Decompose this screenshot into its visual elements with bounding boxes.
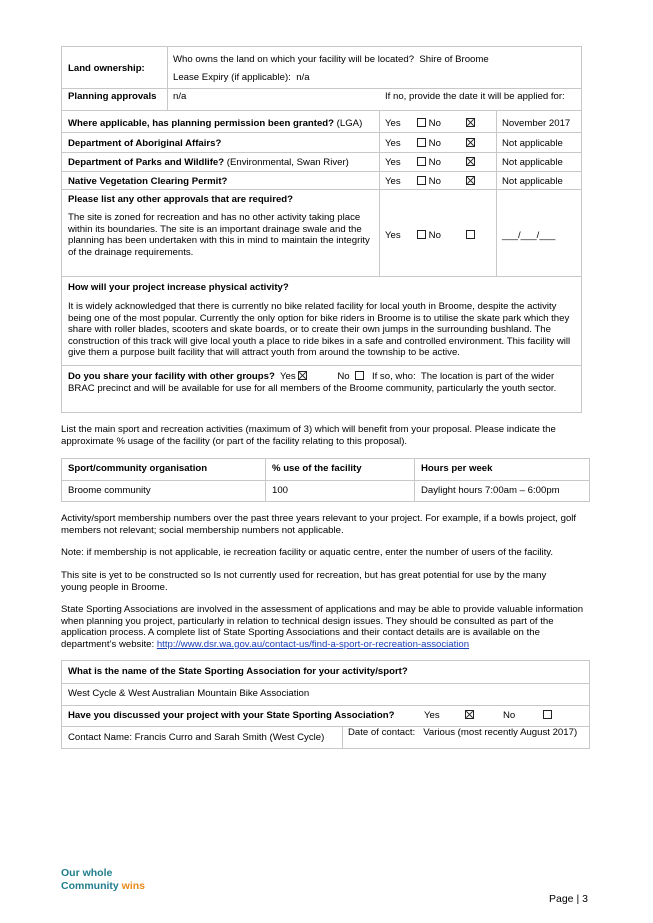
ssa-date-value: Various (most recently August 2017) (423, 727, 578, 738)
approval-question-aboriginal (68, 138, 221, 150)
ssa-date-of-contact (348, 727, 584, 739)
other-no-option[interactable] (417, 230, 441, 242)
other-date-blank: ___/___/___ (502, 230, 556, 241)
footer-wins: wins (121, 880, 146, 892)
approval-date: Not applicable (502, 138, 563, 149)
approval-q-bold: Where applicable, has planning permission been granted? (68, 118, 335, 129)
site-paragraph: This site is yet to be constructed so Is not currently used for recreation, but has great potential for use by the many young people in Broome. (61, 570, 547, 593)
checkbox-icon[interactable] (417, 157, 426, 166)
approval-q-extra: (Environmental, Swan River) (224, 157, 349, 168)
ssa-paragraph (61, 604, 589, 650)
footer-community: Community (61, 880, 122, 892)
ssa-discussed-question: Have you discussed your project with your State Sporting Association? (68, 710, 395, 721)
ssa-yes: Yes (424, 710, 440, 721)
checkbox-icon[interactable] (417, 230, 426, 239)
lease-expiry-q: Lease Expiry (if applicable): (173, 72, 291, 83)
approval-no-option[interactable] (417, 138, 441, 150)
checkbox-icon[interactable] (543, 710, 552, 719)
activities-intro: List the main sport and recreation activities (maximum of 3) which will benefit from your proposal. Please indicate the approximate % usage of the facility (or part of the facility relating to this proposal). (61, 424, 556, 447)
ssa-no-box[interactable] (543, 710, 552, 722)
approval-no-option[interactable] (417, 176, 441, 188)
share-question: Do you share your facility with other groups? (68, 371, 275, 382)
other-empty-box[interactable] (466, 230, 475, 242)
usage-header-org: Sport/community organisation (68, 463, 208, 474)
share-yes: Yes (280, 371, 296, 382)
approval-q-bold: Department of Aboriginal Affairs? (68, 138, 222, 149)
approval-question-planning (68, 118, 362, 130)
approval-date: Not applicable (502, 176, 563, 187)
checkbox-icon[interactable] (417, 118, 426, 127)
usage-cell-percent: 100 (272, 485, 289, 496)
ssa-yes-box[interactable] (465, 710, 474, 722)
activity-text: It is widely acknowledged that there is currently no bike related facility for local youth in Broome, despite the activity being one of the most popular. Currently the only option for bike riders in Broome is to utilise the skate park which they share with roller blades, scooters and skate boards, or to create their own jumps in the surrounding bushland. The construction of this track will give local youth a place to ride bikes in a safe and controlled environment. This facility will give them a purpose built facility that will attract youth from around the township to be active. (68, 301, 571, 358)
usage-header-hours: Hours per week (421, 463, 493, 474)
checked-box-icon[interactable] (466, 118, 475, 127)
usage-cell-org: Broome community (68, 485, 151, 496)
planning-approvals-label: Planning approvals (68, 91, 157, 102)
land-owner-answer: Shire of Broome (419, 54, 489, 65)
approval-date: November 2017 (502, 118, 571, 129)
approval-yes: Yes (385, 138, 401, 149)
approval-checked-box[interactable] (466, 118, 475, 130)
checked-box-icon[interactable] (466, 157, 475, 166)
ssa-paragraph-text: State Sporting Associations are involved in the assessment of applications and may be able to provide valuable information when planning you project, particularly in relation to technical design issues. They should be consulted as part of the application process. A complete list of State Sporting Associations and their contact details are is available on the department’s website: (61, 604, 584, 650)
footer-slogan-line1: Our whole (61, 867, 113, 879)
share-block (68, 371, 576, 394)
activity-question: How will your project increase physical activity? (68, 282, 289, 293)
approval-no-label: No (428, 138, 441, 149)
checked-box-icon[interactable] (466, 176, 475, 185)
other-approvals-question: Please list any other approvals that are required? (68, 194, 293, 205)
ssa-contact-name: Contact Name: Francis Curro and Sarah Smith (West Cycle) (68, 732, 325, 743)
other-yes: Yes (385, 230, 401, 241)
ssa-no: No (503, 710, 516, 721)
ssa-date-label: Date of contact: (348, 727, 416, 738)
approval-no-label: No (428, 118, 441, 129)
ssa-name-question: What is the name of the State Sporting Association for your activity/sport? (68, 666, 408, 677)
checkbox-icon[interactable] (417, 138, 426, 147)
checked-box-icon[interactable] (465, 710, 474, 719)
approval-q-bold: Department of Parks and Wildlife? (68, 157, 225, 168)
approval-checked-box[interactable] (466, 176, 475, 188)
footer-slogan-line2 (61, 880, 145, 893)
approval-q-extra: (LGA) (334, 118, 363, 129)
ssa-website-link[interactable]: http://www.dsr.wa.gov.au/contact-us/find-a-sport-or-recreation-association (156, 638, 470, 650)
checked-box-icon[interactable] (298, 371, 307, 380)
land-owner-question (173, 54, 489, 66)
usage-header-percent: % use of the facility (272, 463, 362, 474)
planning-date-note: If no, provide the date it will be applied for: (385, 91, 565, 102)
approval-yes: Yes (385, 176, 401, 187)
usage-cell-hours: Daylight hours 7:00am – 6:00pm (421, 485, 560, 496)
approval-no-label: No (428, 176, 441, 187)
share-who-label: If so, who: (371, 371, 416, 382)
approval-question-parks (68, 157, 349, 169)
approval-checked-box[interactable] (466, 157, 475, 169)
membership-paragraph: Activity/sport membership numbers over the past three years relevant to your project. For example, if a bowls project, golf members not relevant; social membership numbers not applicable. (61, 513, 577, 536)
land-owner-q: Who owns the land on which your facility will be located? (173, 54, 415, 65)
approval-no-option[interactable] (417, 118, 441, 130)
lease-expiry-answer: n/a (296, 72, 310, 83)
approval-no-option[interactable] (417, 157, 441, 169)
planning-approvals-value: n/a (173, 91, 187, 102)
note-paragraph: Note: if membership is not applicable, ie recreation facility or aquatic centre, enter the number of users of the facility. (61, 547, 554, 558)
ssa-name-answer: West Cycle & West Australian Mountain Bike Association (68, 688, 310, 699)
share-who-text: The location is part of the wider BRAC precinct and will be available for use for all members of the Broome community, particularly the youth sector. (68, 371, 557, 394)
approval-no-label: No (428, 157, 441, 168)
lease-expiry (173, 72, 310, 84)
approval-q-bold: Native Vegetation Clearing Permit? (68, 176, 228, 187)
other-approvals-text: The site is zoned for recreation and has no other activity taking place within its boundaries. The site is an important drainage swale and the planning has been undertaken with this in mind to maintain the integrity of the drainage requirements. (68, 212, 370, 258)
other-no-label: No (428, 230, 441, 241)
approval-question-vegetation (68, 176, 227, 188)
approval-checked-box[interactable] (466, 138, 475, 150)
land-ownership-label: Land ownership: (68, 63, 145, 74)
checkbox-icon[interactable] (355, 371, 364, 380)
checked-box-icon[interactable] (466, 138, 475, 147)
page-number: Page | 3 (549, 893, 588, 905)
share-no: No (337, 371, 350, 382)
approval-yes: Yes (385, 157, 401, 168)
checkbox-icon[interactable] (417, 176, 426, 185)
approval-yes: Yes (385, 118, 401, 129)
approval-date: Not applicable (502, 157, 563, 168)
checkbox-icon[interactable] (466, 230, 475, 239)
